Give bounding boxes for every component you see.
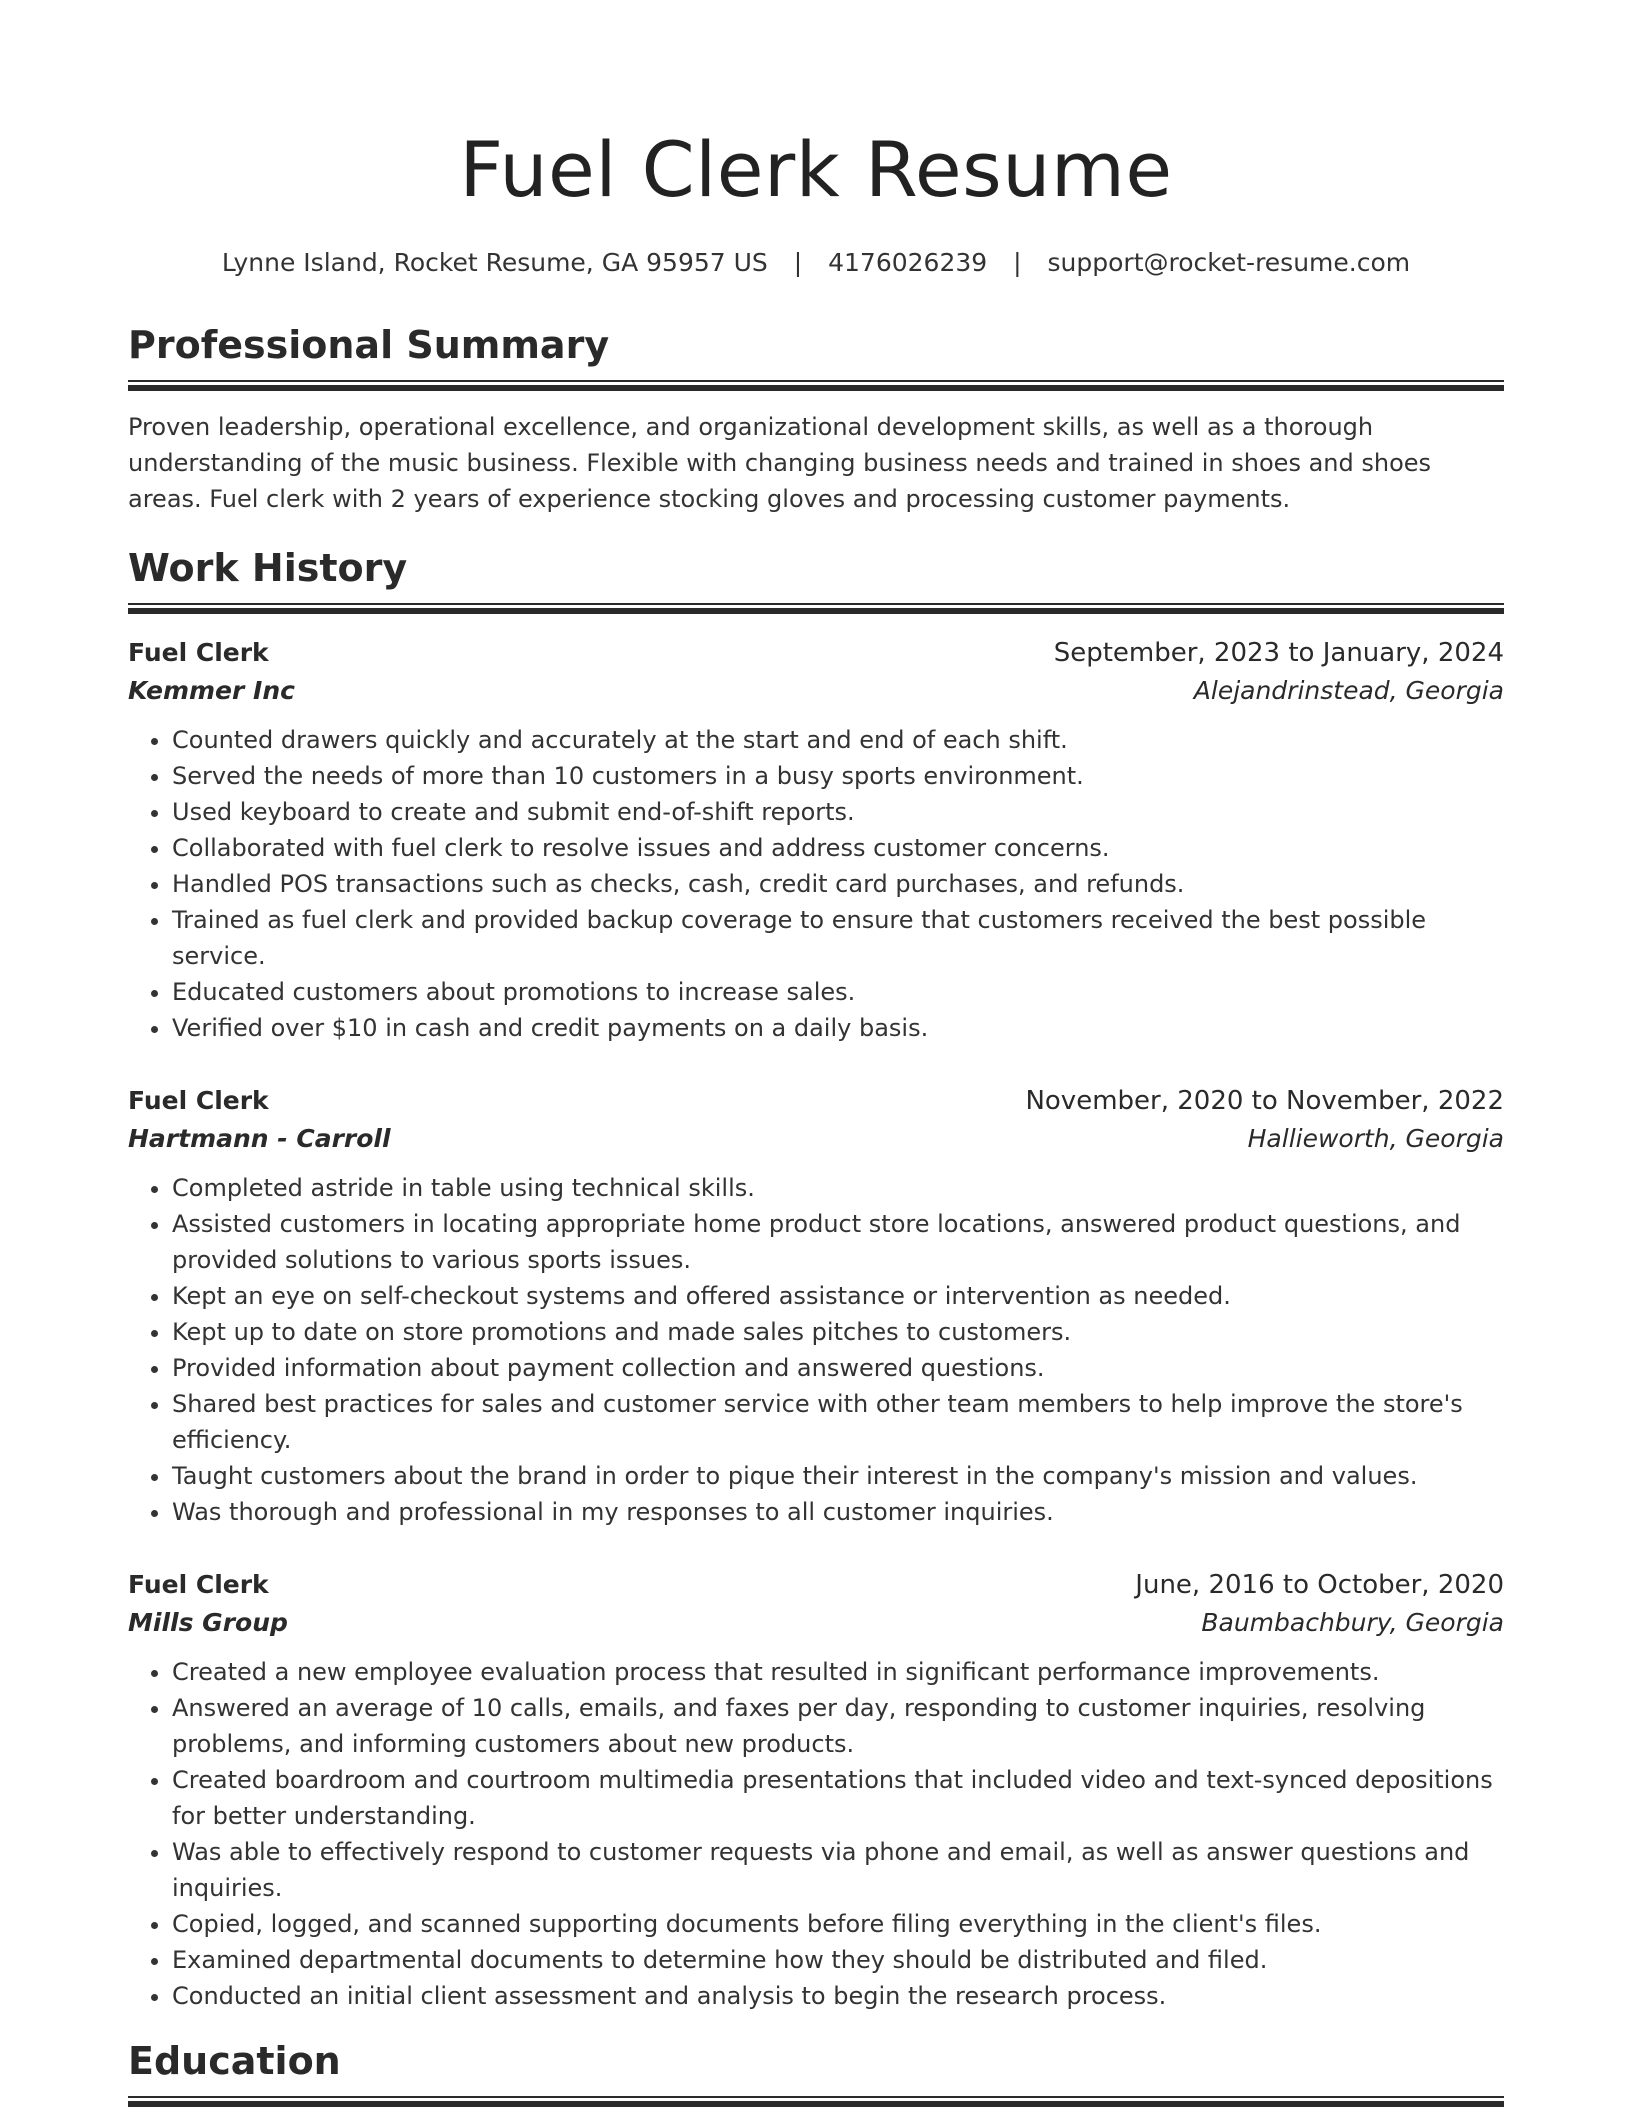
job-company: Kemmer Inc bbox=[128, 676, 295, 705]
duty-item: • Served the needs of more than 10 customers in a busy sports environment. bbox=[172, 758, 1504, 794]
contact-email: support@rocket-resume.com bbox=[1047, 248, 1411, 277]
contact-separator: | bbox=[1013, 248, 1022, 277]
duty-item: • Used keyboard to create and submit end-of-shift reports. bbox=[172, 794, 1504, 830]
job-dates: June, 2016 to October, 2020 bbox=[1135, 1570, 1504, 1600]
summary-text: Proven leadership, operational excellence, and organizational development skills, as well as a thorough understanding of the music business. Flexible with changing business needs and trained in shoes and shoes areas. Fuel clerk with 2 years of experience stocking gloves and processing customer payments. bbox=[128, 413, 1432, 513]
job-title: Fuel Clerk bbox=[128, 638, 269, 667]
job-title-row bbox=[128, 1082, 1504, 1120]
contact-address: Lynne Island, Rocket Resume, GA 95957 US bbox=[221, 248, 768, 277]
job-company-row bbox=[128, 1120, 1504, 1158]
education-heading: Education bbox=[128, 2039, 341, 2083]
duty-item: • Copied, logged, and scanned supporting documents before filing everything in the client's files. bbox=[172, 1906, 1504, 1942]
job-entry bbox=[128, 634, 1504, 1046]
job-entry bbox=[128, 1082, 1504, 1530]
job-location: Baumbachbury, Georgia bbox=[1201, 1608, 1504, 1637]
job-company-row bbox=[128, 672, 1504, 710]
duty-list bbox=[128, 722, 1504, 1046]
duty-item: • Provided information about payment collection and answered questions. bbox=[172, 1350, 1504, 1386]
job-company-row bbox=[128, 1604, 1504, 1642]
job-dates: November, 2020 to November, 2022 bbox=[1025, 1086, 1504, 1116]
duty-item: • Shared best practices for sales and customer service with other team members to help improve the store's efficiency. bbox=[172, 1386, 1504, 1458]
duty-item: • Assisted customers in locating appropriate home product store locations, answered product questions, and provided solutions to various sports issues. bbox=[172, 1206, 1504, 1278]
duty-item: • Created a new employee evaluation process that resulted in significant performance improvements. bbox=[172, 1654, 1504, 1690]
work-history-heading: Work History bbox=[128, 546, 408, 590]
duty-list bbox=[128, 1170, 1504, 1530]
duty-item: • Kept up to date on store promotions and made sales pitches to customers. bbox=[172, 1314, 1504, 1350]
resume-title: Fuel Clerk Resume bbox=[459, 125, 1173, 214]
duty-item: • Was able to effectively respond to customer requests via phone and email, as well as answer questions and inquiries. bbox=[172, 1834, 1504, 1906]
job-title: Fuel Clerk bbox=[128, 1086, 269, 1115]
duty-item: • Taught customers about the brand in order to pique their interest in the company's mission and values. bbox=[172, 1458, 1504, 1494]
job-dates: September, 2023 to January, 2024 bbox=[1053, 638, 1504, 668]
job-location: Alejandrinstead, Georgia bbox=[1193, 676, 1504, 705]
section-divider bbox=[128, 2096, 1504, 2107]
contact-line bbox=[128, 246, 1504, 280]
contact-phone: 4176026239 bbox=[828, 248, 988, 277]
duty-item: • Answered an average of 10 calls, emails, and faxes per day, responding to customer inquiries, resolving problems, and informing customers about new products. bbox=[172, 1690, 1504, 1762]
duty-item: • Created boardroom and courtroom multimedia presentations that included video and text-synced depositions for better understanding. bbox=[172, 1762, 1504, 1834]
duty-item: • Handled POS transactions such as checks, cash, credit card purchases, and refunds. bbox=[172, 866, 1504, 902]
duty-item: • Educated customers about promotions to increase sales. bbox=[172, 974, 1504, 1010]
summary-heading: Professional Summary bbox=[128, 323, 610, 367]
duty-item: • Collaborated with fuel clerk to resolve issues and address customer concerns. bbox=[172, 830, 1504, 866]
job-company: Mills Group bbox=[128, 1608, 288, 1637]
duty-item: • Kept an eye on self-checkout systems and offered assistance or intervention as needed. bbox=[172, 1278, 1504, 1314]
section-divider bbox=[128, 380, 1504, 391]
job-location: Hallieworth, Georgia bbox=[1247, 1124, 1504, 1153]
contact-separator: | bbox=[793, 248, 803, 277]
duty-item: • Was thorough and professional in my responses to all customer inquiries. bbox=[172, 1494, 1504, 1530]
duty-item: • Counted drawers quickly and accurately at the start and end of each shift. bbox=[172, 722, 1504, 758]
job-title: Fuel Clerk bbox=[128, 1570, 269, 1599]
job-company: Hartmann - Carroll bbox=[128, 1124, 391, 1153]
duty-list bbox=[128, 1654, 1504, 2014]
duty-item: • Trained as fuel clerk and provided backup coverage to ensure that customers received the best possible service. bbox=[172, 902, 1504, 974]
job-entry bbox=[128, 1566, 1504, 2014]
section-divider bbox=[128, 603, 1504, 614]
duty-item: • Conducted an initial client assessment and analysis to begin the research process. bbox=[172, 1978, 1504, 2014]
duty-item: • Completed astride in table using technical skills. bbox=[172, 1170, 1504, 1206]
job-title-row bbox=[128, 1566, 1504, 1604]
duty-item: • Verified over $10 in cash and credit payments on a daily basis. bbox=[172, 1010, 1504, 1046]
duty-item: • Examined departmental documents to determine how they should be distributed and filed. bbox=[172, 1942, 1504, 1978]
job-title-row bbox=[128, 634, 1504, 672]
